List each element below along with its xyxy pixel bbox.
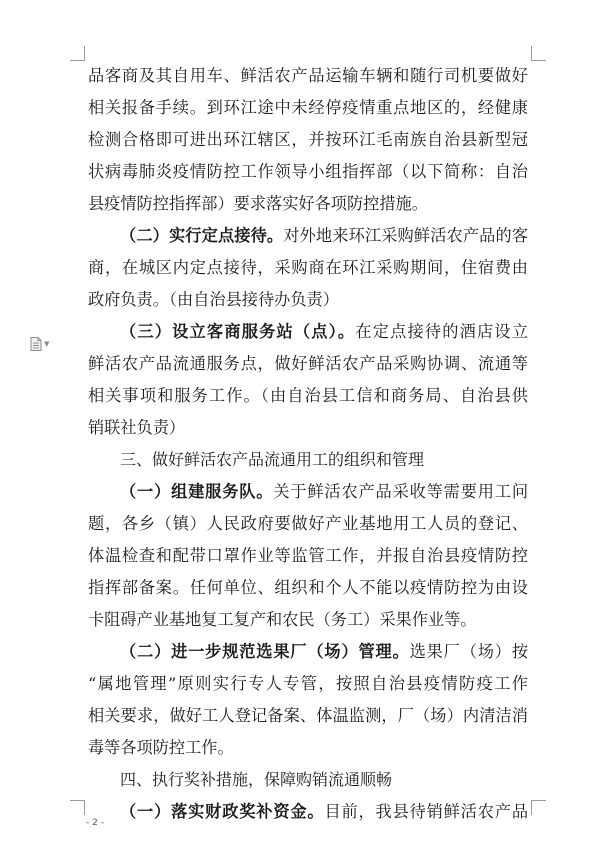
section-heading: 四、执行奖补措施，保障购销流通顺畅 xyxy=(120,770,393,789)
body-line: 商，在城区内定点接待，采购商在环江采购期间，住宿费由 xyxy=(88,258,528,277)
body-line: 指挥部备案。任何单位、组织和个人不能以疫情防控为由设 xyxy=(88,578,528,597)
section-paragraph-start: （一）组建服务队。关于鲜活农产品采收等需要用工问 xyxy=(120,482,529,501)
section-paragraph-start: （三）设立客商服务站（点）。在定点接待的酒店设立 xyxy=(120,322,528,341)
document-icon xyxy=(30,337,42,351)
body-line: 政府负责。（由自治县接待办负责） xyxy=(88,290,339,309)
body-line: 品客商及其自用车、鲜活农产品运输车辆和随行司机要做好 xyxy=(88,66,528,85)
section-paragraph-start: （二）实行定点接待。对外地来环江采购鲜活农产品的客 xyxy=(120,226,529,245)
crop-mark-bottom-right xyxy=(531,800,546,815)
section-paragraph-start: （一）落实财政奖补资金。目前，我县待销鲜活农产品 xyxy=(120,802,529,821)
body-line: 相关报备手续。到环江途中未经停疫情重点地区的，经健康 xyxy=(88,98,528,117)
margin-note-button[interactable] xyxy=(30,336,58,352)
body-line: 题，各乡（镇）人民政府要做好产业基地用工人员的登记、 xyxy=(88,514,528,533)
chevron-down-icon: ▼ xyxy=(44,340,50,348)
body-line: 销联社负责） xyxy=(88,418,186,437)
body-line: 相关事项和服务工作。（由自治县工信和商务局、自治县供 xyxy=(88,386,528,405)
body-line: 卡阻碍产业基地复工复产和农民（务工）采果作业等。 xyxy=(88,610,477,629)
body-line: 毒等各项防控工作。 xyxy=(88,738,234,757)
subsection-heading: （二）进一步规范选果厂（场）管理。 xyxy=(120,642,410,661)
section-paragraph-start: （二）进一步规范选果厂（场）管理。选果厂（场）按 xyxy=(120,642,529,661)
crop-mark-top-left xyxy=(70,46,85,61)
body-line: 检测合格即可进出环江辖区，并按环江毛南族自治县新型冠 xyxy=(88,130,528,149)
subsection-heading: （一）落实财政奖补资金。 xyxy=(120,802,325,821)
body-line: 相关要求，做好工人登记备案、体温监测，厂（场）内清洁消 xyxy=(88,706,528,725)
body-line: 鲜活农产品流通服务点，做好鲜活农产品采购协调、流通等 xyxy=(88,354,528,373)
crop-mark-top-right xyxy=(531,46,546,61)
crop-mark-bottom-left xyxy=(70,800,85,815)
body-line: “属地管理”原则实行专人专管，按照自治县疫情防疫工作 xyxy=(88,674,528,693)
page-number: - 2 - xyxy=(86,818,104,828)
body-line: 县疫情防控指挥部）要求落实好各项防控措施。 xyxy=(88,194,428,213)
subsection-heading: （一）组建服务队。 xyxy=(120,482,274,501)
body-line: 状病毒肺炎疫情防控工作领导小组指挥部（以下简称：自治 xyxy=(88,162,528,181)
subsection-heading: （三）设立客商服务站（点）。 xyxy=(120,322,356,341)
section-heading: 三、做好鲜活农产品流通用工的组织和管理 xyxy=(120,450,425,469)
subsection-heading: （二）实行定点接待。 xyxy=(120,226,284,245)
body-line: 体温检查和配带口罩作业等监管工作，并报自治县疫情防控 xyxy=(88,546,528,565)
